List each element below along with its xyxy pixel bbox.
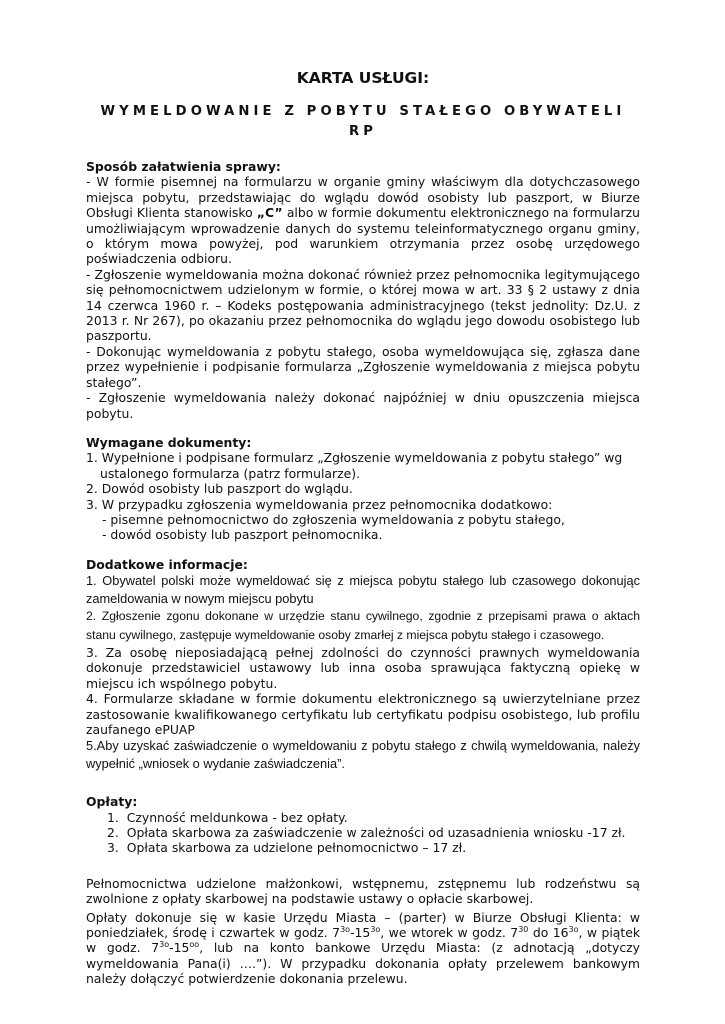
- fee-text: Opłata skarbowa za udzielone pełnomocnictwo – 17 zł.: [126, 840, 467, 856]
- section-wymagane: [86, 435, 640, 543]
- time-superscript: 30: [518, 924, 529, 934]
- sposob-p1-text-a: - W formie pisemnej na formularzu w organie gminy właściwym dla dotychczasowego miejsca pobytu, przedstawiając do wglądu dowód osobisty lub paszport, w Biurze Obsługi Klienta stanowisko: [86, 174, 640, 221]
- info-item-3: 3. Za osobę nieposiadającą pełnej zdolności do czynności prawnych wymeldowania dokonuje przedstawiciel ustawowy lub inna osoba sprawująca faktyczną opiekę w miejscu ich wspólnego pobytu.: [86, 644, 640, 691]
- footer-text: do 16: [528, 925, 569, 941]
- footer-text: Opłaty dokonuje się w kasie Urzędu Miasta – (parter) w Biurze Obsługi Klienta: w poniedziałek, środę i czwartek w godz. 7: [86, 909, 640, 941]
- time-superscript: 3o: [568, 924, 579, 934]
- sposob-paragraph-4: - Zgłoszenie wymeldowania należy dokonać najpóźniej w dniu opuszczenia miejsca pobytu.: [86, 390, 640, 421]
- document-page: [86, 60, 640, 987]
- section-heading-dodatkowe: Dodatkowe informacje:: [86, 556, 248, 572]
- section-oplaty: [86, 794, 640, 856]
- fees-list: [86, 810, 640, 856]
- footer-text: , w piątek w godz. 7: [86, 925, 641, 956]
- fee-text: Czynność meldunkowa - bez opłaty.: [126, 809, 348, 825]
- fee-number: 1.: [107, 809, 119, 825]
- time-superscript: 3o: [340, 924, 351, 934]
- section-heading-wymagane: Wymagane dokumenty:: [86, 434, 252, 450]
- info-item-5: 5.Aby uzyskać zaświadczenie o wymeldowaniu z pobytu stałego z chwilą wymeldowania, należy wypełnić „wniosek o wydanie zaświadczenia”.: [86, 738, 640, 771]
- list-item: - dowód osobisty lub paszport pełnomocnika.: [102, 527, 383, 543]
- sposob-p1-text-b: albo w formie dokumentu elektronicznego na formularzu umożliwiającym wprowadzenie danych do systemu teleinformatycznego organu gminy, o którym mowa powyżej, pod warunkiem otrzymania przez osobę urzędowego poświadczenia odbioru.: [86, 205, 640, 267]
- sposob-paragraph-2: - Zgłoszenie wymeldowania można dokonać również przez pełnomocnika legitymującego się pełnomocnictwem udzielonym w formie, o której mowa w art. 33 § 2 ustawy z dnia 14 czerwca 1960 r. – Kodeks postępowania administracyjnego (tekst jednolity: Dz.U. z 2013 r. Nr 267), po okazaniu przez pełnomocnika do wglądu jego dowodu osobistego lub paszportu.: [86, 266, 640, 344]
- sposob-paragraph-1: [86, 174, 640, 266]
- sposob-paragraph-3: - Dokonując wymeldowania z pobytu stałego, osoba wymeldowująca się, zgłasza dane przez wypełnienie i podpisanie formularza „Zgłoszenie wymeldowania z miejsca pobytu stałego”.: [86, 343, 640, 390]
- footer-paragraph-1: Pełnomocnictwa udzielone małżonkowi, wstępnemu, zstępnemu lub rodzeństwu są zwolnione z opłaty skarbowej na podstawie ustawy o opłacie skarbowej.: [86, 875, 640, 907]
- time-superscript: oo: [189, 940, 200, 950]
- footer-text: , we wtorek w godz. 7: [380, 925, 519, 941]
- section-heading-sposob: Sposób załatwienia sprawy:: [86, 159, 281, 174]
- fee-text: Opłata skarbowa za zaświadczenie w zależności od uzasadnienia wniosku -17 zł.: [126, 825, 626, 841]
- list-item: - pisemne pełnomocnictwo do zgłoszenia wymeldowania z pobytu stałego,: [102, 511, 565, 527]
- fee-number: 2.: [107, 825, 119, 841]
- info-item-2: 2. Zgłoszenie zgonu dokonane w urzędzie stanu cywilnego, zgodnie z przepisami prawa o aktach stanu cywilnego, zastępuje wymeldowanie osoby zmarłej z miejsca pobytu stałego i czasowego.: [86, 608, 640, 642]
- list-item: [107, 810, 640, 825]
- time-superscript: 3o: [370, 924, 381, 934]
- footer-text: , lub na konto bankowe Urzędu Miasta: (z adnotacją „dotyczy wymeldowania Pana(i) ….”). W przypadku dokonania opłaty przelewem bankowym należy dołączyć potwierdzenie dokonania przelewu.: [86, 940, 640, 987]
- list-item: [107, 825, 640, 840]
- time-superscript: 3o: [159, 940, 170, 950]
- document-subtitle: WYMELDOWANIE Z POBYTU STAŁEGO OBYWATELI RP: [100, 104, 626, 139]
- fee-number: 3.: [107, 840, 119, 856]
- list-item: 1. Wypełnione i podpisane formularz „Zgłoszenie wymeldowania z pobytu stałego” wg ustalonego formularza (patrz formularze).: [86, 450, 623, 481]
- list-item: 2. Dowód osobisty lub paszport do wglądu.: [86, 481, 353, 497]
- section-footer: [86, 876, 640, 987]
- section-dodatkowe: [86, 557, 640, 772]
- list-item: [107, 840, 640, 855]
- section-sposob: [86, 159, 640, 421]
- document-title: KARTA USŁUGI:: [296, 69, 430, 87]
- required-documents-list: [86, 450, 640, 512]
- list-item: 3. W przypadku zgłoszenia wymeldowania przez pełnomocnika dodatkowo:: [86, 496, 553, 512]
- footer-paragraph-2: [86, 910, 640, 987]
- info-item-4: 4. Formularze składane w formie dokumentu elektronicznego są uwierzytelniane przez zastosowanie kwalifikowanego certyfikatu lub certyfikatu podpisu osobistego, lub profilu zaufanego ePUAP: [86, 691, 640, 737]
- info-item-1: 1. Obywatel polski może wymeldować się z miejsca pobytu stałego lub czasowego dokonując zameldowania w nowym miejscu pobytu: [86, 573, 640, 606]
- stanowisko-c-label: „C”: [256, 205, 283, 221]
- section-heading-oplaty: Opłaty:: [86, 794, 138, 810]
- footer-text: -15: [169, 940, 190, 956]
- footer-text: -15: [350, 925, 371, 941]
